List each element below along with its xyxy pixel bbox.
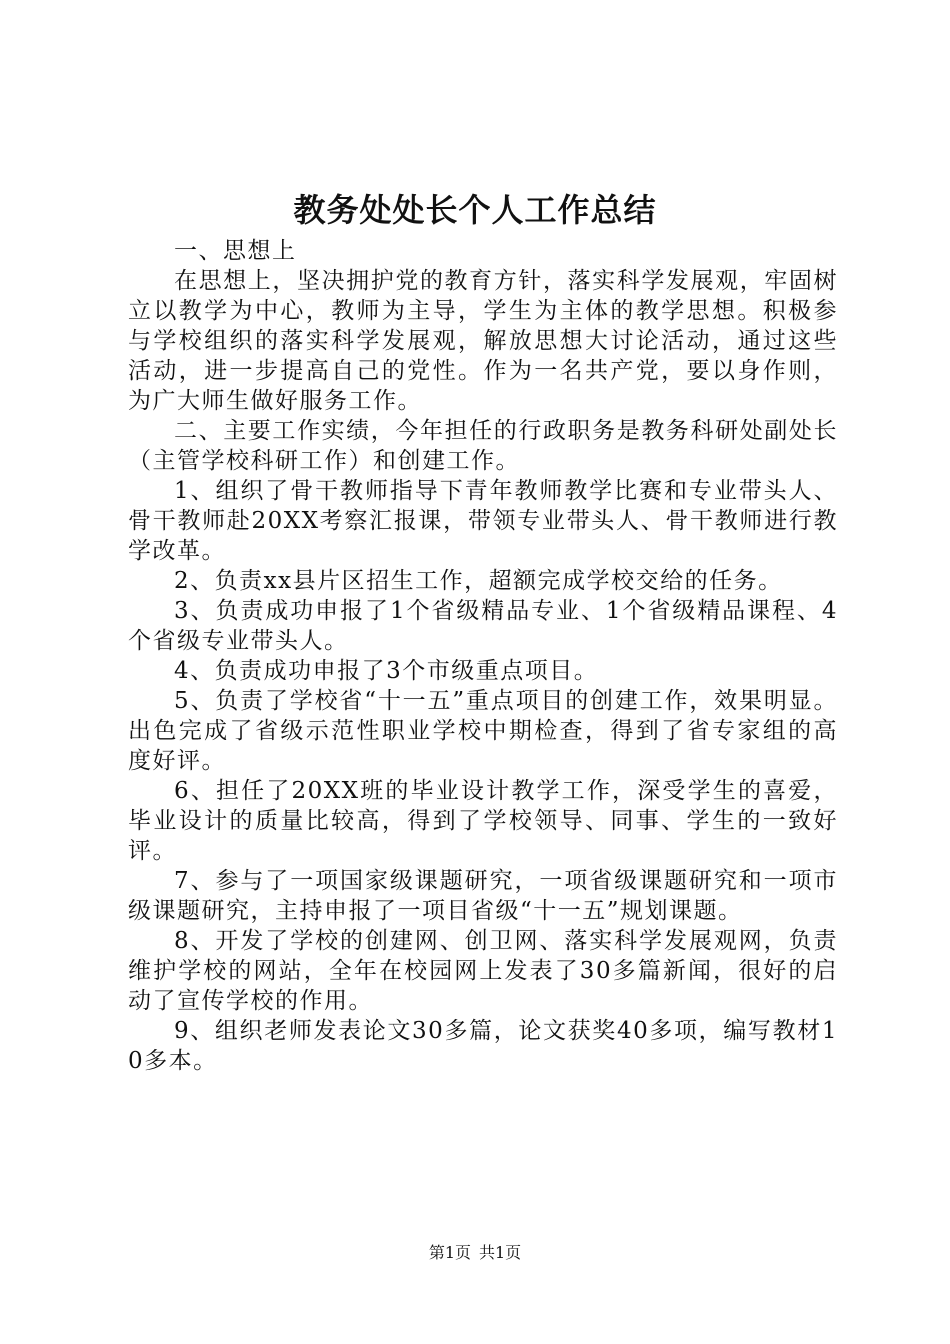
list-item-2: 2、负责xx县片区招生工作，超额完成学校交给的任务。: [174, 568, 783, 594]
list-item-7: 7、参与了一项国家级课题研究，一项省级课题研究和一项市级课题研究，主持申报了一项目省级“十一五”规划课题。: [128, 868, 838, 924]
list-item-8: 8、开发了学校的创建网、创卫网、落实科学发展观网，负责维护学校的网站，全年在校园网上发表了30多篇新闻，很好的启动了宣传学校的作用。: [128, 928, 838, 1014]
page-footer: [0, 1242, 950, 1264]
list-item-5: 5、负责了学校省“十一五”重点项目的创建工作，效果明显。出色完成了省级示范性职业学校中期检查，得到了省专家组的高度好评。: [128, 688, 838, 774]
list-item-4: 4、负责成功申报了3个市级重点项目。: [174, 658, 599, 684]
list-item-9: 9、组织老师发表论文30多篇，论文获奖40多项，编写教材10多本。: [128, 1018, 838, 1074]
list-item-3: 3、负责成功申报了1个省级精品专业、1个省级精品课程、4个省级专业带头人。: [128, 598, 838, 654]
section-heading-achievements: 二、主要工作实绩，今年担任的行政职务是教务科研处副处长（主管学校科研工作）和创建工作。: [128, 418, 838, 474]
document-title: 教务处处长个人工作总结: [293, 191, 657, 229]
document-body: [128, 236, 838, 1076]
list-item-1: 1、组织了骨干教师指导下青年教师教学比赛和专业带头人、骨干教师赴20XX考察汇报课，带领专业带头人、骨干教师进行教学改革。: [128, 478, 838, 564]
paragraph-thought: 在思想上，坚决拥护党的教育方针，落实科学发展观，牢固树立以教学为中心，教师为主导，学生为主体的教学思想。积极参与学校组织的落实科学发展观，解放思想大讨论活动，通过这些活动，进一步提高自己的党性。作为一名共产党，要以身作则，为广大师生做好服务工作。: [128, 268, 838, 414]
section-heading-thought: 一、思想上: [174, 238, 297, 264]
page-total: 共1页: [479, 1243, 522, 1262]
page-number: 第1页: [428, 1243, 471, 1262]
list-item-6: 6、担任了20XX班的毕业设计教学工作，深受学生的喜爱，毕业设计的质量比较高，得到了学校领导、同事、学生的一致好评。: [128, 778, 838, 864]
